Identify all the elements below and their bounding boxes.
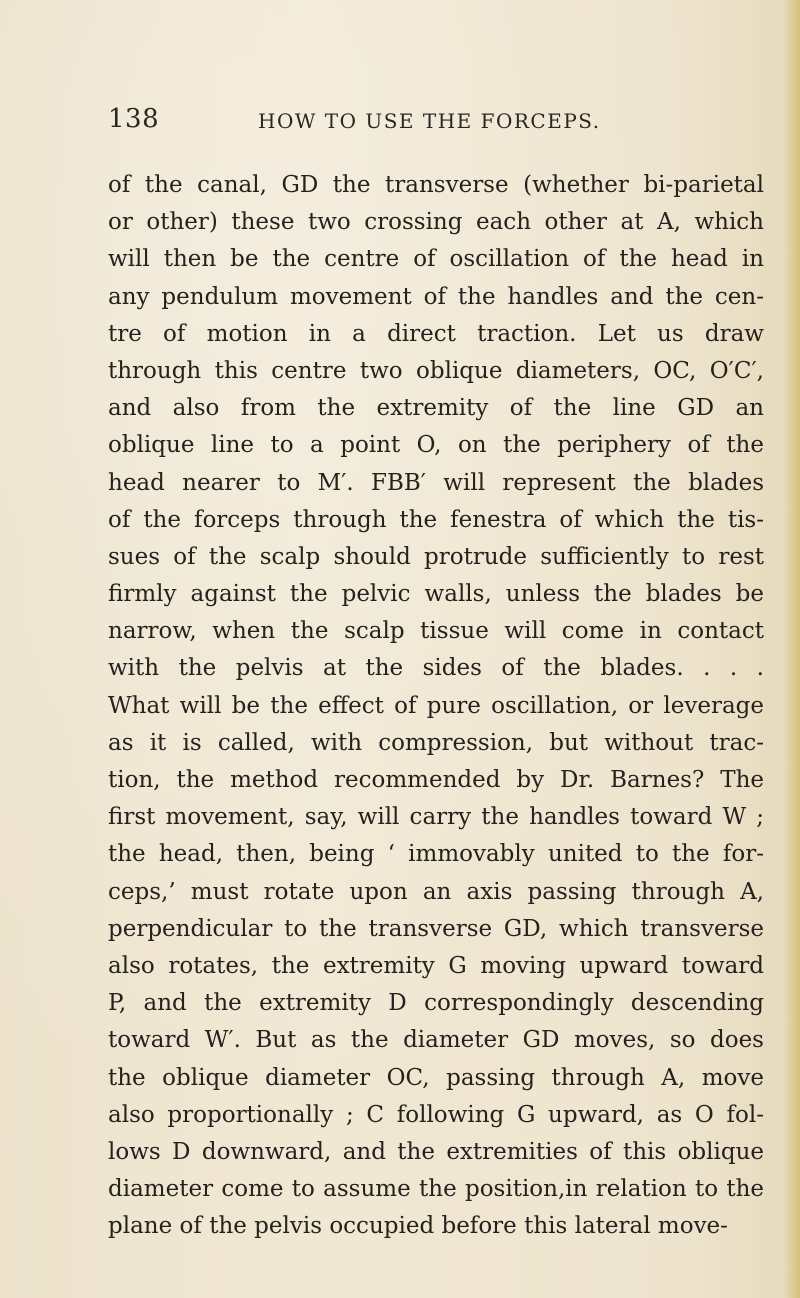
page-number: 138	[108, 104, 160, 134]
text-line: head nearer to M′. FBB′ will represent the blades	[108, 469, 764, 496]
text-line: through this centre two oblique diameters, OC, O′C′,	[108, 357, 764, 384]
body-text	[108, 167, 764, 1245]
text-line: narrow, when the scalp tissue will come in contact	[108, 618, 764, 645]
text-line: P, and the extremity D correspondingly descending	[108, 990, 764, 1017]
page-header	[108, 104, 760, 144]
text-line: as it is called, with compression, but without trac-	[108, 729, 764, 756]
text-line: first movement, say, will carry the handles toward W ;	[108, 804, 764, 831]
text-line: What will be the effect of pure oscillation, or leverage	[108, 692, 764, 719]
text-line: lows D downward, and the extremities of this oblique	[108, 1138, 764, 1165]
page-edge-shadow	[784, 0, 800, 1298]
text-line: tion, the method recommended by Dr. Barnes? The	[108, 767, 764, 793]
text-line: will then be the centre of oscillation of the head in	[108, 246, 764, 273]
text-line: the oblique diameter OC, passing through A, move	[108, 1064, 764, 1091]
text-line: any pendulum movement of the handles and the cen-	[108, 283, 764, 310]
text-line: tre of motion in a direct traction. Let us draw	[108, 320, 764, 347]
text-line: diameter come to assume the position,in relation to the	[108, 1176, 764, 1203]
text-line: plane of the pelvis occupied before this lateral move-	[108, 1213, 728, 1240]
text-line: ceps,’ must rotate upon an axis passing through A,	[108, 878, 764, 905]
text-line: with the pelvis at the sides of the blades. . . .	[108, 655, 764, 682]
text-line: firmly against the pelvic walls, unless the blades be	[108, 581, 764, 608]
text-line: the head, then, being ‘ immovably united to the for-	[108, 841, 764, 868]
text-line: of the forceps through the fenestra of which the tis-	[108, 506, 764, 533]
text-line: also rotates, the extremity G moving upward toward	[108, 952, 764, 979]
text-line: also proportionally ; C following G upward, as O fol-	[108, 1101, 764, 1128]
text-line: of the canal, GD the transverse (whether bi-parietal	[108, 172, 764, 198]
text-line: or other) these two crossing each other at A, which	[108, 209, 764, 236]
text-line: oblique line to a point O, on the periphery of the	[108, 432, 764, 459]
text-line: and also from the extremity of the line GD an	[108, 395, 764, 422]
running-head: HOW TO USE THE FORCEPS.	[258, 109, 601, 133]
text-line: perpendicular to the transverse GD, which transverse	[108, 915, 764, 942]
text-line: toward W′. But as the diameter GD moves, so does	[108, 1027, 764, 1054]
text-line: sues of the scalp should protrude sufficiently to rest	[108, 543, 764, 570]
